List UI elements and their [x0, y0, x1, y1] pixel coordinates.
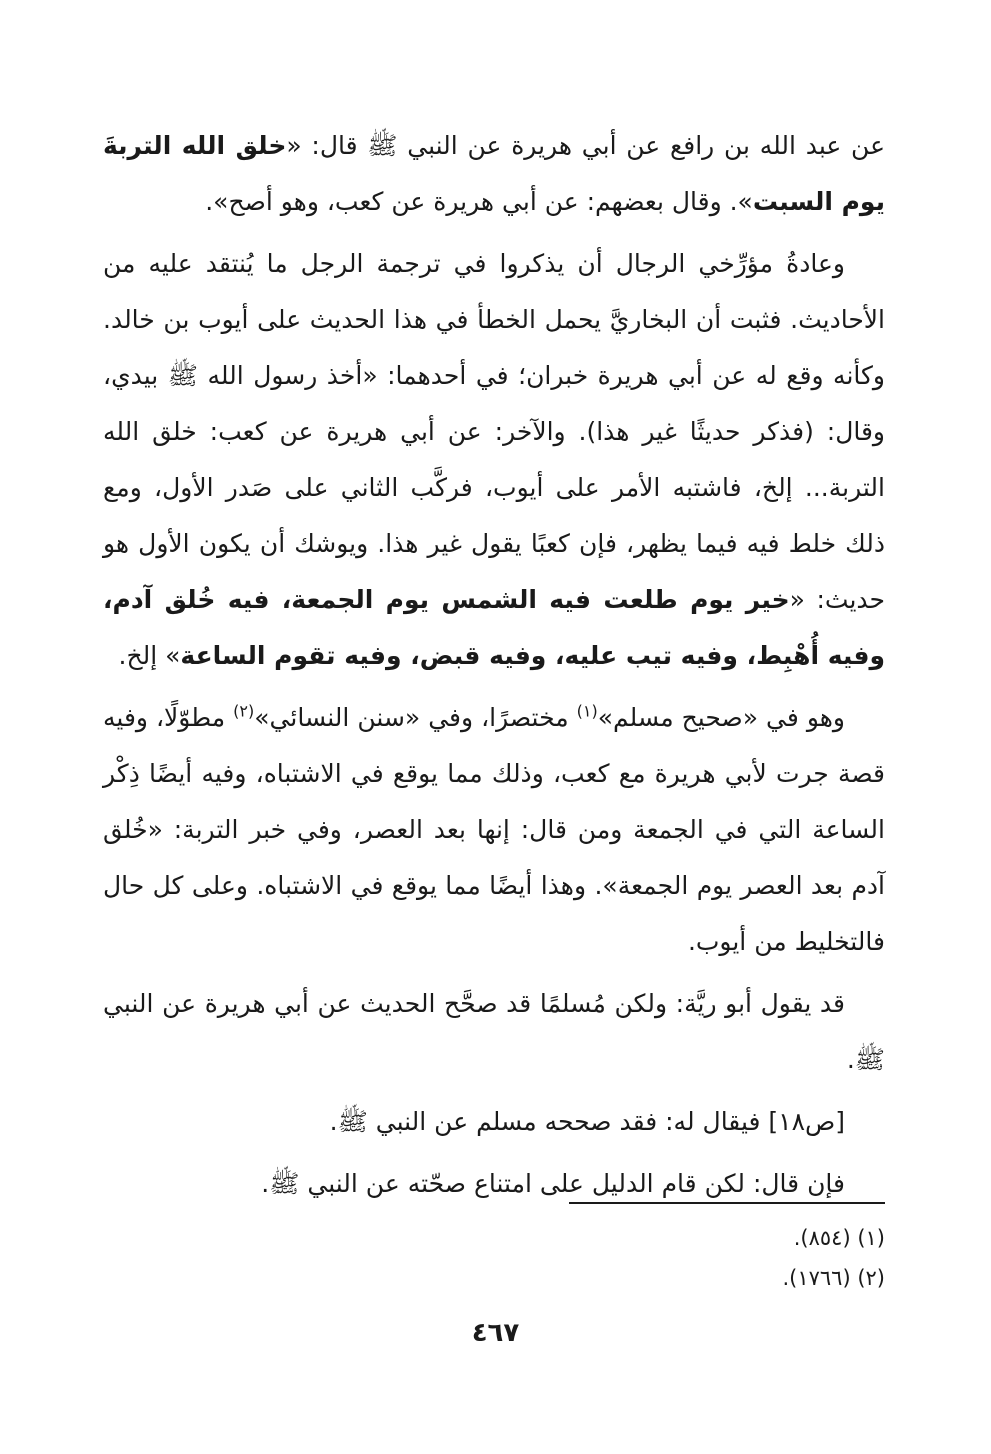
text-segment: » إلخ. [118, 641, 181, 670]
text-segment: قد يقول أبو ريَّة: ولكن مُسلمًا قد صحَّح الحديث عن أبي هريرة عن النبي ﷺ. [103, 989, 885, 1074]
footnote-divider [569, 1202, 885, 1204]
paragraph-2 [103, 236, 885, 684]
footnote-1: (١) (٨٥٤). [793, 1226, 885, 1250]
text-segment: [ص١٨] فيقال له: فقد صححه مسلم عن النبي ﷺ. [329, 1107, 845, 1136]
paragraph-1 [103, 118, 885, 230]
footnotes [385, 1218, 885, 1298]
text-segment: مختصرًا، وفي «سنن النسائي» [254, 703, 577, 732]
paragraph-3 [103, 690, 885, 970]
text-segment: مطوّلًا، وفيه قصة جرت لأبي هريرة مع كعب، وذلك مما يوقع في الاشتباه، وفيه أيضًا ذِكْر الساعة التي في الجمعة ومن قال: إنها بعد العصر، وفي خبر التربة: «خُلق آدم بعد العصر يوم الجمعة». وهذا أيضًا مما يوقع في الاشتباه. وعلى كل حال فالتخليط من أيوب. [103, 703, 885, 956]
paragraph-4 [103, 976, 885, 1088]
page-number: ٤٦٧ [471, 1318, 520, 1348]
footnote-marker: (١) [576, 701, 598, 721]
hadith-quote: خير يوم طلعت فيه الشمس يوم الجمعة، فيه خُلق آدم، وفيه أُهْبِط، وفيه تيب عليه، وفيه قبض، وفيه تقوم الساعة [103, 585, 885, 670]
text-segment: عن عبد الله بن رافع عن أبي هريرة عن النبي ﷺ قال: « [286, 131, 885, 160]
text-segment: وهو في «صحيح مسلم» [597, 703, 845, 732]
text-segment: ». وقال بعضهم: عن أبي هريرة عن كعب، وهو أصح». [205, 187, 753, 216]
main-text [103, 118, 885, 1218]
footnote-marker: (٢) [233, 701, 255, 721]
paragraph-5 [103, 1094, 845, 1150]
text-segment: فإن قال: لكن قام الدليل على امتناع صحّته عن النبي ﷺ. [261, 1169, 845, 1198]
hadith-quote: خلق الله التربةَ يوم السبت [103, 131, 885, 216]
text-segment: وعادةُ مؤرِّخي الرجال أن يذكروا في ترجمة الرجل ما يُنتقد عليه من الأحاديث. فثبت أن البخاريَّ يحمل الخطأ في هذا الحديث على أيوب بن خالد. وكأنه وقع له عن أبي هريرة خبران؛ في أحدهما: «أخذ رسول الله ﷺ بيدي، وقال: (فذكر حديثًا غير هذا). والآخر: عن أبي هريرة عن كعب: خلق الله التربة... إلخ، فاشتبه الأمر على أيوب، فركَّب الثاني على صَدر الأول، ومع ذلك خلط فيه فيما يظهر، فإن كعبًا يقول غير هذا. ويوشك أن يكون الأول هو حديث: « [103, 249, 886, 614]
footnote-2: (٢) (١٧٦٦). [782, 1266, 885, 1290]
